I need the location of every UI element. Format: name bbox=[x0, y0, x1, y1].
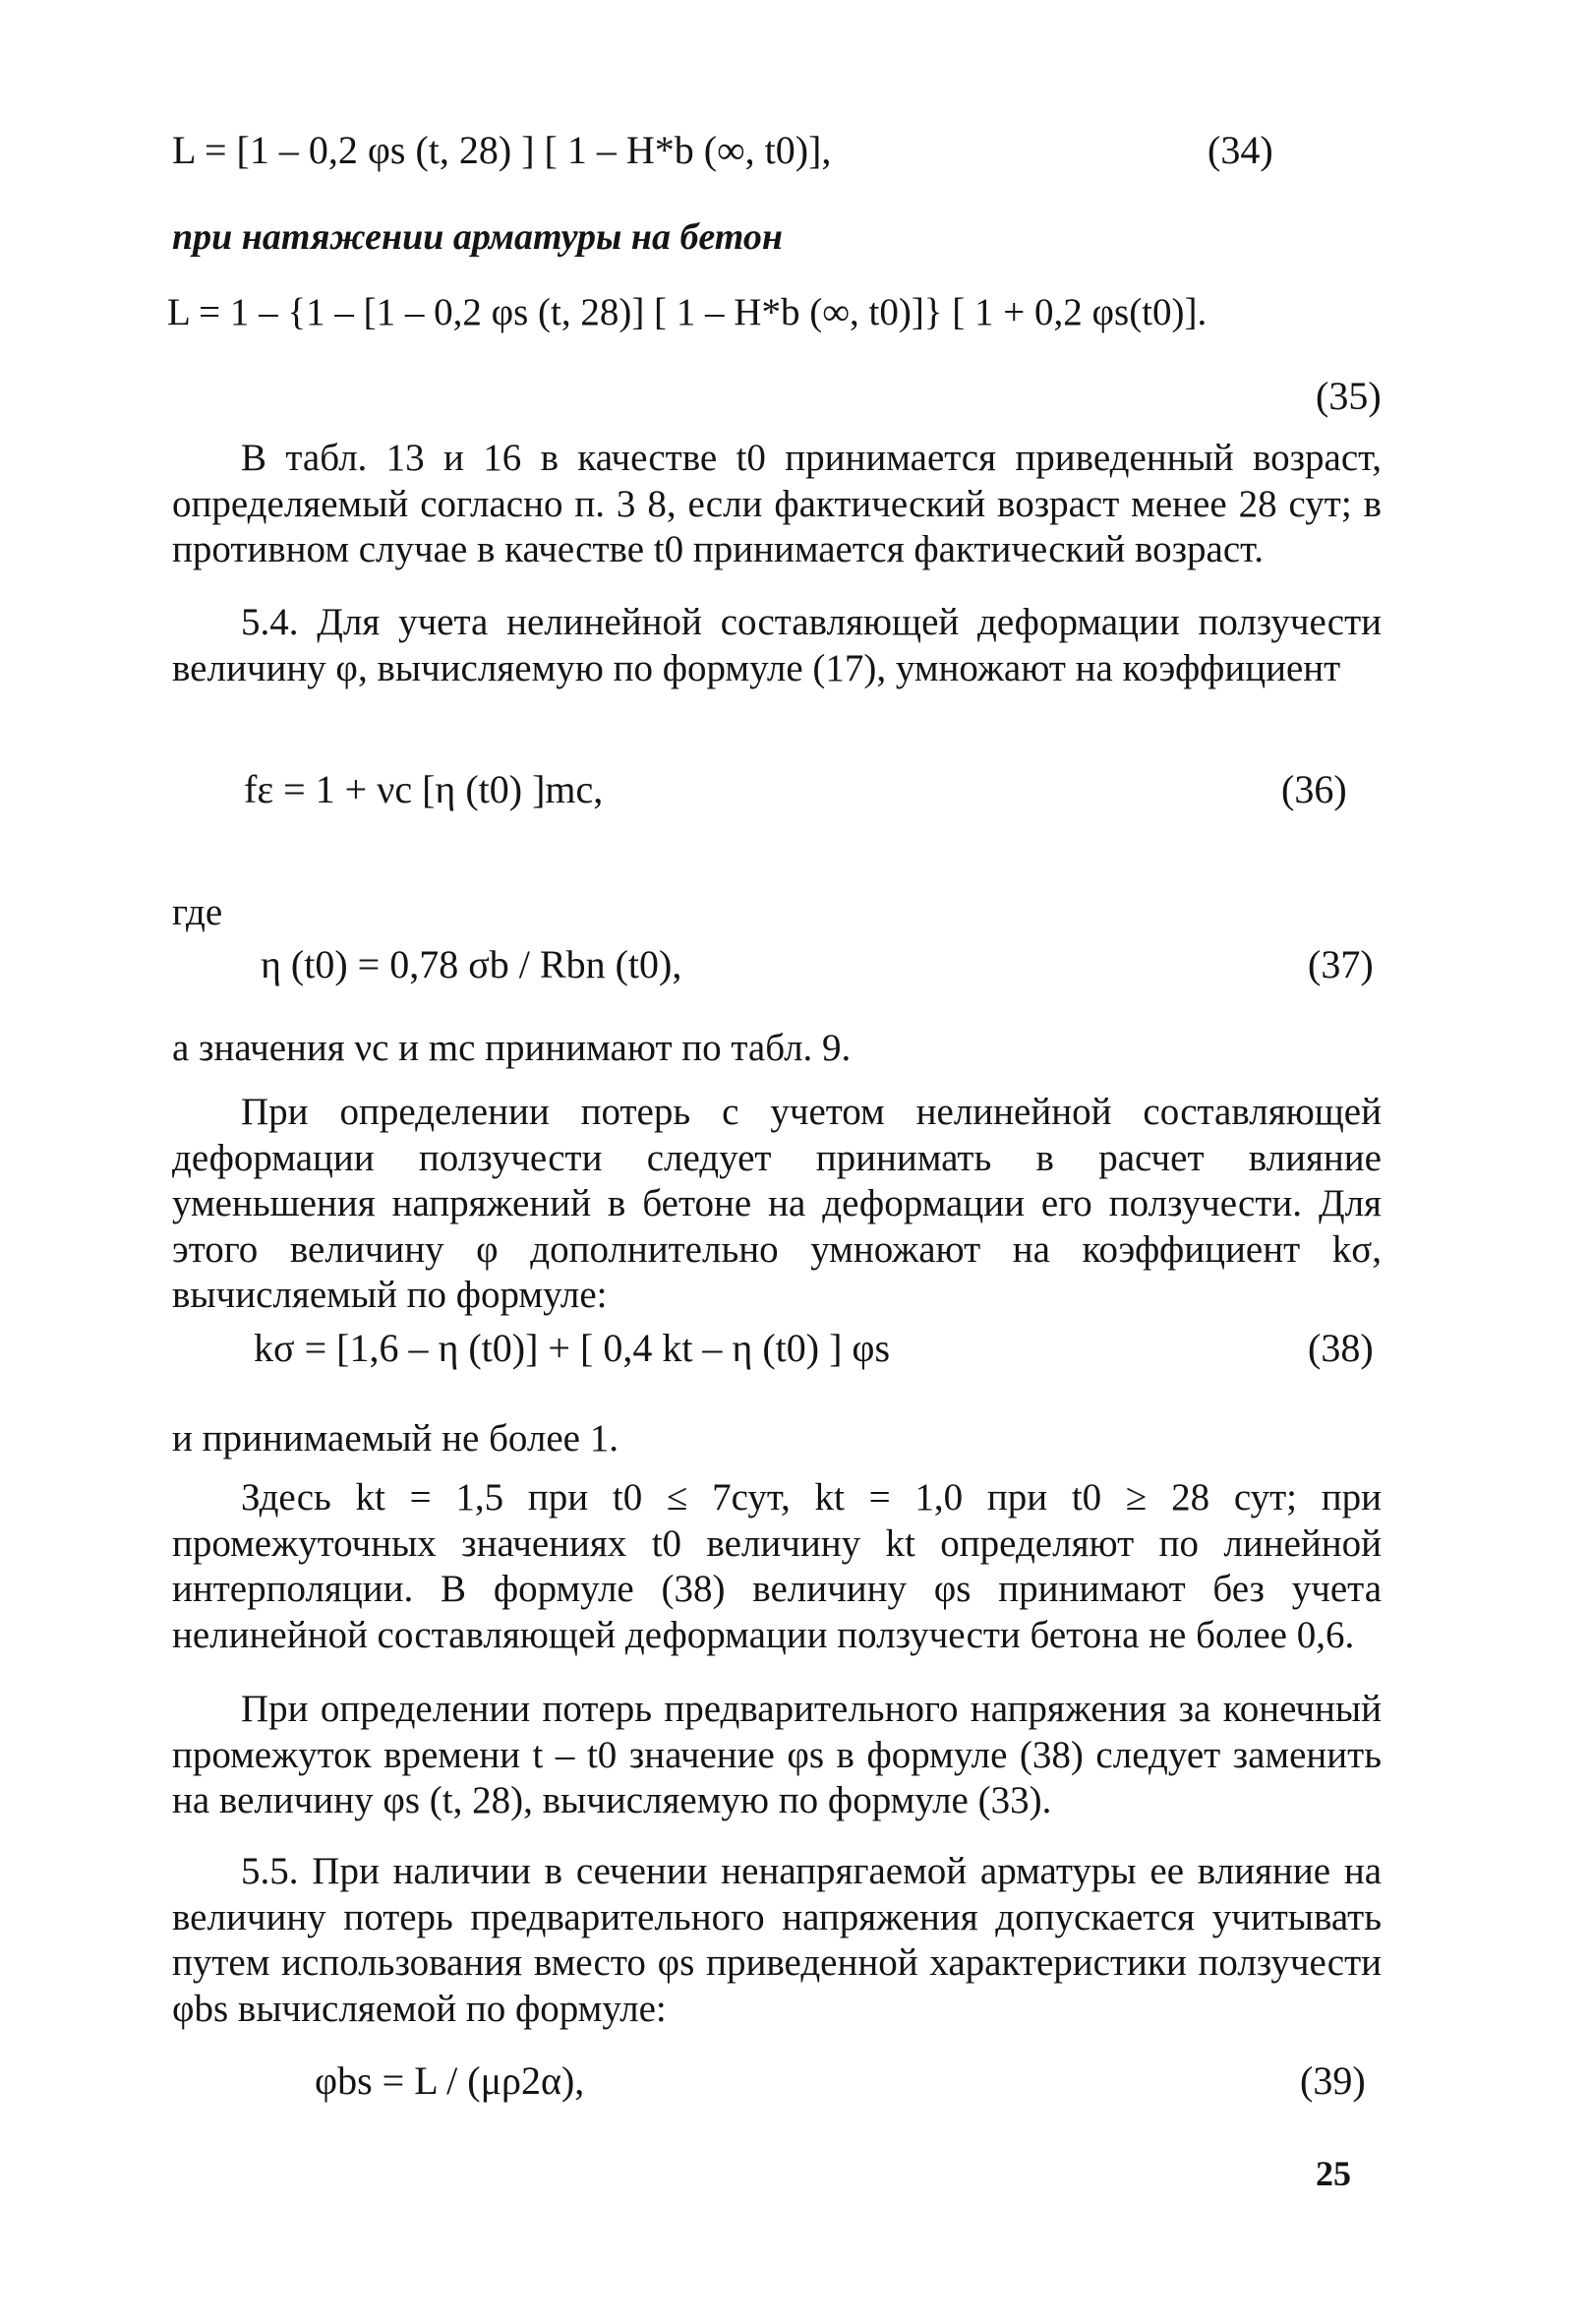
paragraph-5-4: 5.4. Для учета нелинейной составляющей деформации ползучести величину φ, вычисляемую по формуле (17), умножают на коэффициент bbox=[172, 601, 1382, 689]
values-line: а значения νc и mc принимают по табл. 9. bbox=[172, 1027, 852, 1069]
equation-number-37: (37) bbox=[1308, 942, 1374, 986]
formula-35: L = 1 – {1 – [1 – 0,2 φs (t, 28)] [ 1 – H*b (∞, t0)]} [ 1 + 0,2 φs(t0)]. bbox=[167, 291, 1208, 333]
equation-number-34: (34) bbox=[1208, 128, 1273, 172]
equation-number-36: (36) bbox=[1281, 767, 1347, 811]
paragraph-here: Здесь kt = 1,5 при t0 ≤ 7сут, kt = 1,0 при t0 ≥ 28 сут; при промежуточных значениях t0 величину kt определяют по линейной интерполяции. В формуле (38) величину φs принимают без учета нелинейной составляющей деформации ползучести бетона не более 0,6. bbox=[172, 1476, 1382, 1656]
italic-heading: при натяжении арматуры на бетон bbox=[172, 216, 783, 258]
equation-number-38: (38) bbox=[1308, 1326, 1374, 1370]
formula-34: L = [1 – 0,2 φs (t, 28) ] [ 1 – H*b (∞, t0)], bbox=[172, 128, 832, 172]
paragraph-tabl: В табл. 13 и 16 в качестве t0 принимается приведенный возраст, определяемый согласно п. 3 8, если фактический возраст менее 28 сут; в противном случае в качестве t0 принимается фактический возраст. bbox=[172, 437, 1382, 570]
equation-number-35: (35) bbox=[1316, 374, 1382, 418]
paragraph-losses: При определении потерь с учетом нелинейной составляющей деформации ползучести следует принимать в расчет влияние уменьшения напряжений в бетоне на деформации его ползучести. Для этого величину φ дополнительно умножают на коэффициент kσ, вычисляемый по формуле: bbox=[172, 1091, 1382, 1316]
formula-38: kσ = [1,6 – η (t0)] + [ 0,4 kt – η (t0) ] φs bbox=[254, 1326, 891, 1370]
page-number: 25 bbox=[1316, 2154, 1351, 2193]
where-word: где bbox=[172, 891, 223, 933]
equation-number-39: (39) bbox=[1300, 2058, 1366, 2103]
paragraph-final-losses: При определении потерь предварительного напряжения за конечный промежуток времени t – t0 значение φs в формуле (38) следует заменить на величину φs (t, 28), вычисляемую по формуле (33). bbox=[172, 1688, 1382, 1821]
not-more-line: и принимаемый не более 1. bbox=[172, 1417, 619, 1460]
formula-39: φbs = L / (μρ2α), bbox=[315, 2058, 585, 2103]
formula-37: η (t0) = 0,78 σb / Rbn (t0), bbox=[261, 942, 682, 986]
formula-36: fε = 1 + νc [η (t0) ]mc, bbox=[244, 767, 604, 811]
paragraph-5-5: 5.5. При наличии в сечении ненапрягаемой арматуры ее влияние на величину потерь предварительного напряжения допускается учитывать путем использования вместо φs приведенной характеристики ползучести φbs вычисляемой по формуле: bbox=[172, 1850, 1382, 2030]
